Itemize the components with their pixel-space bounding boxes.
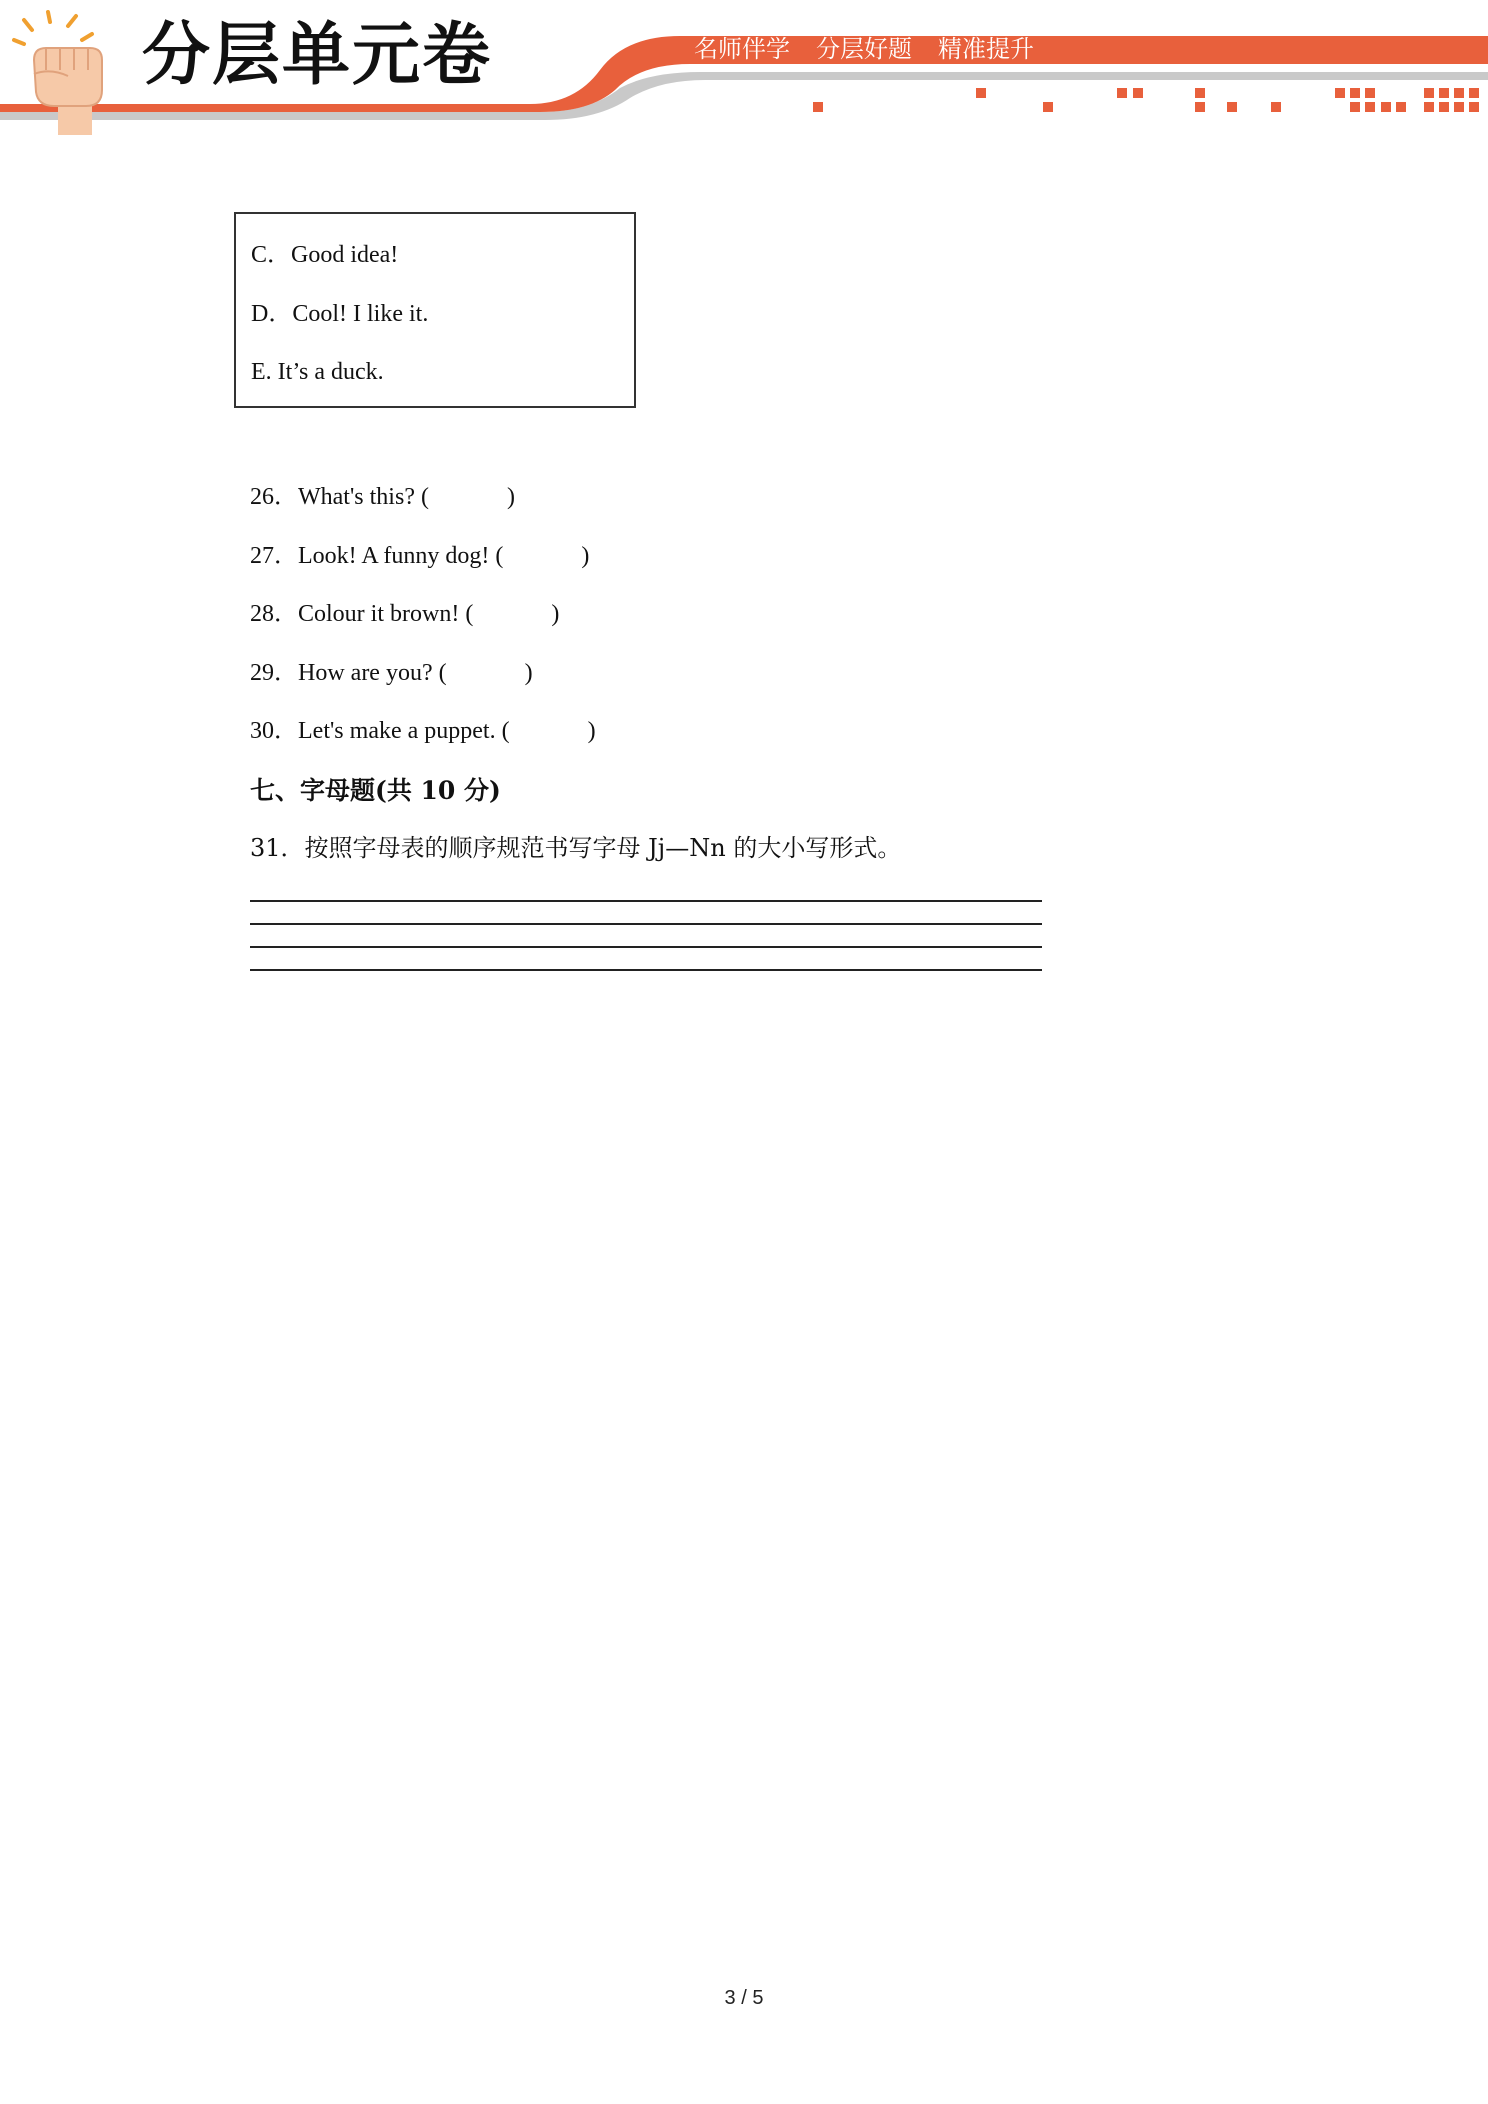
option-e: E. It’s a duck. <box>251 359 384 385</box>
option-d: D．Cool! I like it. <box>251 301 429 327</box>
question-close: ) <box>551 601 560 627</box>
question-number: 29． <box>250 660 298 686</box>
section-title: 七、字母题(共 10 分) <box>250 776 501 805</box>
question-30 <box>250 719 596 743</box>
slogan-item: 精准提升 <box>938 35 1034 63</box>
question-close: ) <box>587 718 596 744</box>
writing-line[interactable] <box>250 946 1042 948</box>
options-box <box>234 212 636 408</box>
question-text: Colour it brown! ( <box>298 601 474 627</box>
question-close: ) <box>581 543 590 569</box>
question-28 <box>250 602 559 626</box>
question-number: 28． <box>250 601 298 627</box>
question-number: 31． <box>250 834 305 862</box>
option-c: C．Good idea! <box>251 242 399 268</box>
question-26 <box>250 485 515 509</box>
slogan-item: 分层好题 <box>816 35 912 63</box>
fist-icon <box>10 10 125 135</box>
question-text: 按照字母表的顺序规范书写字母 Jj—Nn 的大小写形式。 <box>304 834 902 862</box>
page-header <box>0 0 1488 140</box>
writing-line[interactable] <box>250 900 1042 902</box>
question-number: 30． <box>250 718 298 744</box>
header-slogan <box>694 37 1034 61</box>
question-number: 26． <box>250 484 298 510</box>
question-number: 27． <box>250 543 298 569</box>
writing-line[interactable] <box>250 969 1042 971</box>
question-31 <box>250 836 901 860</box>
question-close: ) <box>524 660 533 686</box>
question-close: ) <box>506 484 515 510</box>
brand-title: 分层单元卷 <box>142 16 493 95</box>
question-27 <box>250 544 589 568</box>
question-text: Let's make a puppet. ( <box>298 718 510 744</box>
decor-squares <box>813 88 1479 112</box>
page-number: 3 / 5 <box>724 1987 764 2009</box>
question-text: How are you? ( <box>298 660 447 686</box>
question-text: What's this? ( <box>298 484 429 510</box>
question-text: Look! A funny dog! ( <box>298 543 504 569</box>
slogan-item: 名师伴学 <box>694 35 790 63</box>
question-29 <box>250 661 533 685</box>
writing-line[interactable] <box>250 923 1042 925</box>
